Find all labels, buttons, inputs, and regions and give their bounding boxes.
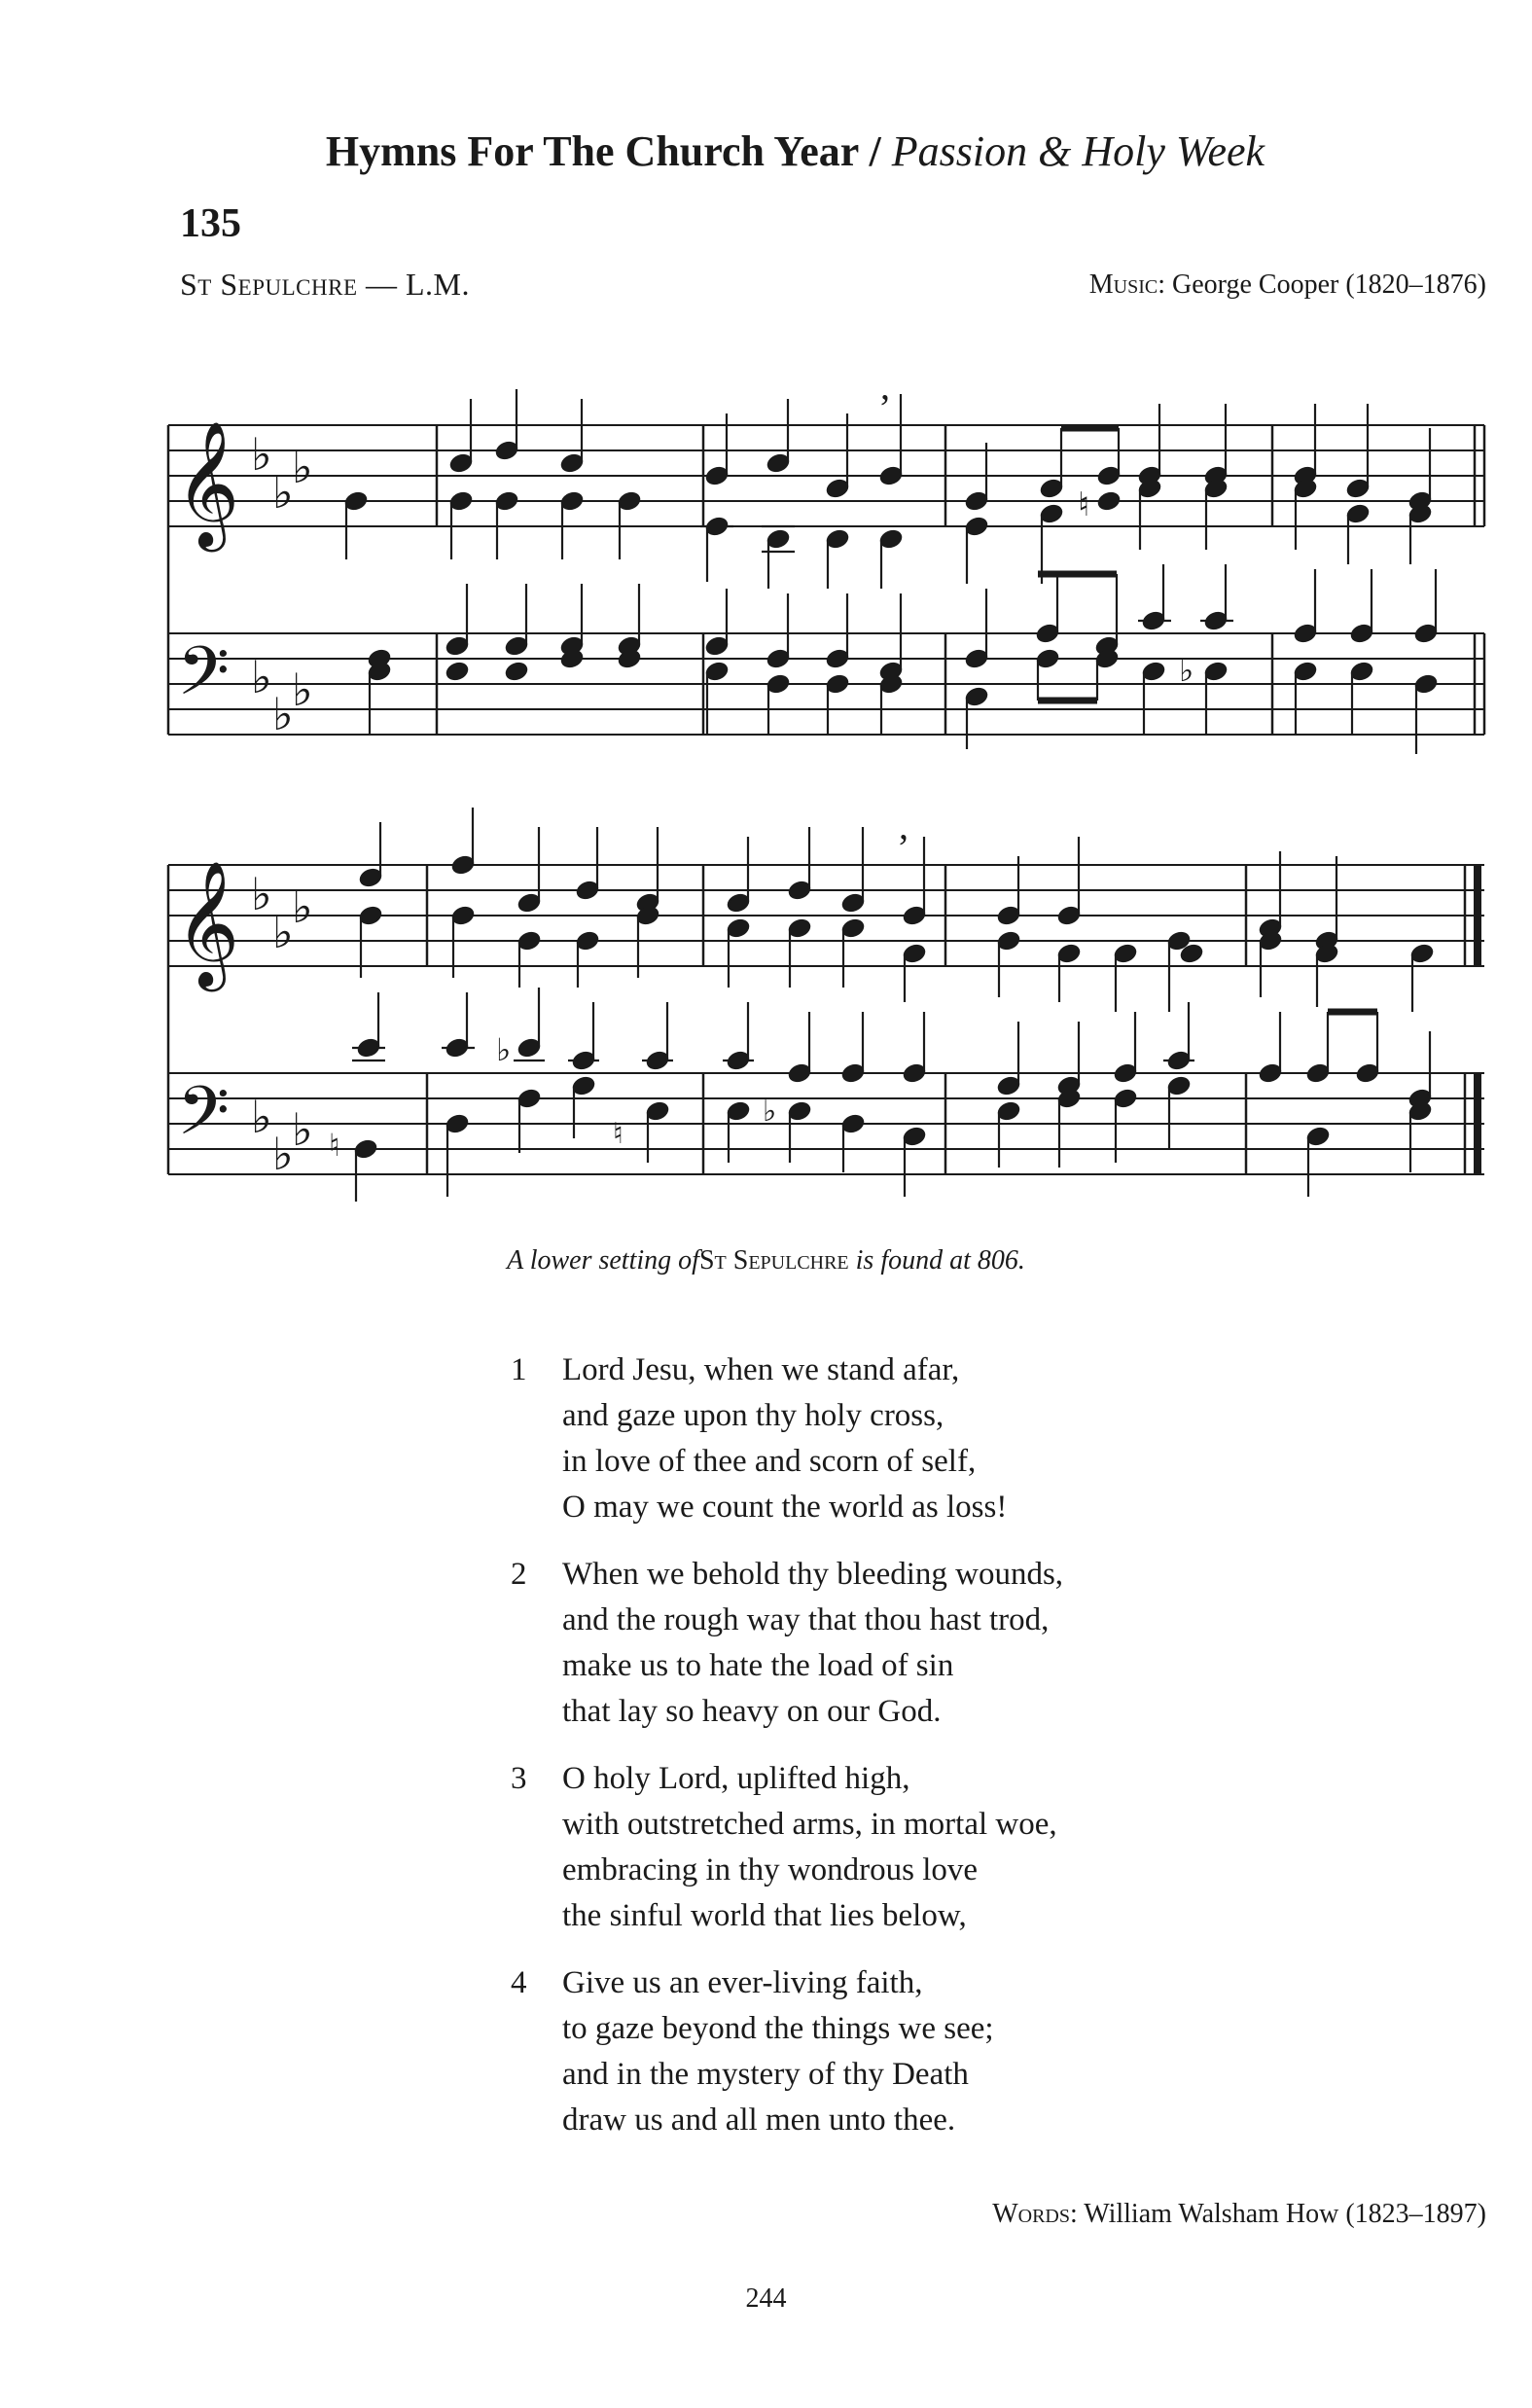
verse-line: the sinful world that lies below, bbox=[562, 1898, 967, 1933]
breath-mark: , bbox=[899, 804, 909, 847]
verse-line: When we behold thy bleeding wounds, bbox=[562, 1557, 1064, 1592]
verse-line: and the rough way that thou hast trod, bbox=[562, 1602, 1050, 1637]
verse-number: 2 bbox=[511, 1557, 527, 1592]
svg-text:♭: ♭ bbox=[292, 441, 313, 493]
bass-staff-2 bbox=[168, 1073, 1484, 1174]
svg-text:♭: ♭ bbox=[1179, 652, 1194, 689]
treble-clef-icon: 𝄞 bbox=[175, 420, 240, 547]
bass-clef-icon: 𝄢 bbox=[177, 1071, 231, 1167]
verse-line: embracing in thy wondrous love bbox=[562, 1852, 979, 1887]
verse-line: and in the mystery of thy Death bbox=[562, 2057, 969, 2092]
music-credit: MUSIC: George Cooper (1820–1876) bbox=[1088, 270, 1486, 300]
svg-text:♭: ♭ bbox=[292, 1103, 313, 1156]
tune-name: ST SEPULCHRE — L.M. bbox=[180, 267, 470, 302]
key-signature-icon bbox=[251, 868, 313, 1180]
system-2 bbox=[168, 804, 1484, 1202]
svg-text:♮: ♮ bbox=[613, 1117, 623, 1151]
verse-line: O holy Lord, uplifted high, bbox=[562, 1761, 910, 1796]
bass-clef-icon: 𝄢 bbox=[177, 631, 231, 727]
svg-text:♭: ♭ bbox=[251, 428, 272, 481]
bass-staff-1 bbox=[168, 633, 1484, 735]
tune-meter: — L.M. bbox=[366, 267, 470, 302]
verse-line: Lord Jesu, when we stand afar, bbox=[562, 1352, 960, 1387]
section-subtitle: Passion & Holy Week bbox=[891, 127, 1265, 175]
verse-line: and gaze upon thy holy cross, bbox=[562, 1398, 944, 1433]
treble-staff-1 bbox=[168, 425, 1484, 526]
page-number: 244 bbox=[745, 2283, 787, 2314]
svg-text:♭: ♭ bbox=[272, 906, 294, 958]
lower-setting-note: A lower setting ofST SEPULCHRE is found at 806. bbox=[507, 1245, 1025, 1276]
verse-number: 1 bbox=[511, 1352, 527, 1387]
verse-number: 3 bbox=[511, 1761, 527, 1796]
treble-notes-2 bbox=[358, 808, 1434, 1012]
verse-line: Give us an ever-living faith, bbox=[562, 1965, 923, 2000]
verse-line: O may we count the world as loss! bbox=[562, 1490, 1008, 1525]
svg-text:♮: ♮ bbox=[1078, 485, 1090, 524]
treble-clef-icon: 𝄞 bbox=[175, 860, 240, 987]
verse-line: make us to hate the load of sin bbox=[562, 1648, 954, 1683]
verse-line: that lay so heavy on our God. bbox=[562, 1694, 942, 1729]
key-signature-icon bbox=[251, 428, 313, 740]
verse-line: with outstretched arms, in mortal woe, bbox=[562, 1807, 1057, 1842]
svg-text:♭: ♭ bbox=[292, 881, 313, 933]
treble-notes-1 bbox=[343, 389, 1432, 589]
words-credit: WORDS: William Walsham How (1823–1897) bbox=[992, 2199, 1486, 2229]
svg-text:♭: ♭ bbox=[292, 664, 313, 716]
svg-text:♭: ♭ bbox=[251, 868, 272, 920]
bass-notes-2 bbox=[329, 988, 1433, 1202]
section-title: Hymns For The Church Year / bbox=[325, 127, 881, 175]
author: William Walsham How (1823–1897) bbox=[1084, 2199, 1486, 2229]
svg-text:♮: ♮ bbox=[329, 1127, 340, 1164]
verse-line: to gaze beyond the things we see; bbox=[562, 2011, 994, 2046]
svg-text:♭: ♭ bbox=[251, 651, 272, 703]
composer: George Cooper (1820–1876) bbox=[1172, 270, 1486, 300]
svg-text:♭: ♭ bbox=[251, 1091, 272, 1143]
verse-number: 4 bbox=[511, 1965, 527, 2000]
system-1 bbox=[168, 364, 1484, 754]
svg-text:♭: ♭ bbox=[763, 1095, 777, 1129]
hymn-number: 135 bbox=[180, 201, 241, 246]
breath-mark: , bbox=[880, 364, 890, 408]
svg-text:♭: ♭ bbox=[272, 1128, 294, 1180]
verse-line: draw us and all men unto thee. bbox=[562, 2103, 956, 2138]
svg-text:♭: ♭ bbox=[272, 688, 294, 740]
barlines-1 bbox=[168, 425, 1484, 735]
svg-text:♭: ♭ bbox=[272, 466, 294, 519]
verse-line: in love of thee and scorn of self, bbox=[562, 1444, 977, 1479]
svg-text:♭: ♭ bbox=[496, 1031, 512, 1068]
